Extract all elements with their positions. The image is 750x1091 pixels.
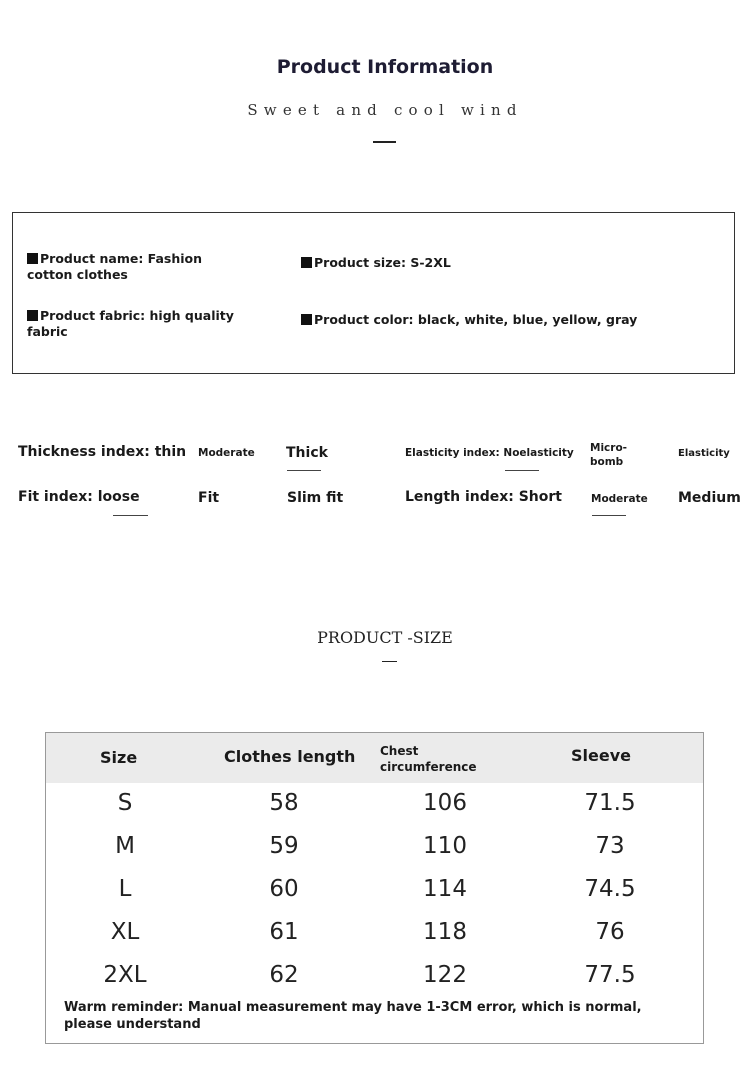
length-moderate: Moderate xyxy=(591,493,648,505)
product-size: Product size: S-2XL xyxy=(301,255,601,271)
header-sleeve: Sleeve xyxy=(571,746,631,765)
cell-sleeve: 71.5 xyxy=(584,790,636,816)
cell-length: 59 xyxy=(269,833,299,859)
product-fabric: Product fabric: high quality fabric xyxy=(27,308,234,339)
cell-sleeve: 76 xyxy=(595,919,625,945)
cell-length: 62 xyxy=(269,962,299,988)
cell-sleeve: 73 xyxy=(595,833,625,859)
product-info-box xyxy=(12,212,735,374)
page-title: Product Information xyxy=(276,56,494,78)
header-clothes-length: Clothes length xyxy=(224,747,356,766)
size-section-title: PRODUCT -SIZE xyxy=(317,628,453,647)
fit-fit: Fit xyxy=(198,490,220,506)
cell-size: S xyxy=(117,790,133,816)
bullet-square-icon xyxy=(301,257,312,268)
cell-length: 60 xyxy=(269,876,299,902)
cell-chest: 114 xyxy=(423,876,467,902)
cell-length: 61 xyxy=(269,919,299,945)
fit-underline xyxy=(113,515,148,516)
bullet-square-icon xyxy=(27,253,38,264)
cell-sleeve: 77.5 xyxy=(584,962,636,988)
cell-chest: 122 xyxy=(423,962,467,988)
cell-size: L xyxy=(118,876,132,902)
fit-index-label: Fit index: loose xyxy=(18,489,140,505)
cell-sleeve: 74.5 xyxy=(584,876,636,902)
elasticity-underline xyxy=(505,470,539,471)
bullet-square-icon xyxy=(27,310,38,321)
cell-size: XL xyxy=(110,919,140,945)
cell-chest: 106 xyxy=(423,790,467,816)
cell-chest: 110 xyxy=(423,833,467,859)
bullet-square-icon xyxy=(301,314,312,325)
thickness-thick: Thick xyxy=(286,445,328,461)
title-divider xyxy=(373,141,396,143)
product-name: Product name: Fashion cotton clothes xyxy=(27,251,203,282)
warm-reminder-note: Warm reminder: Manual measurement may have 1-3CM error, which is normal, please understand xyxy=(64,1000,642,1032)
length-underline xyxy=(592,515,626,516)
product-color: Product color: black, white, blue, yellow, gray xyxy=(301,312,721,328)
elasticity-micro-bomb: Micro-bomb xyxy=(590,442,628,468)
cell-length: 58 xyxy=(269,790,299,816)
header-chest-circumference: Chest circumference xyxy=(380,744,477,774)
elasticity-index-label: Elasticity index: Noelasticity xyxy=(405,447,574,459)
size-section-divider xyxy=(382,661,397,662)
length-index-label: Length index: Short xyxy=(405,489,562,505)
thickness-underline xyxy=(287,470,321,471)
header-size: Size xyxy=(100,748,138,767)
cell-size: 2XL xyxy=(103,962,147,988)
thickness-moderate: Moderate xyxy=(198,447,255,459)
page-subtitle: Sweet and cool wind xyxy=(247,101,523,119)
size-table xyxy=(45,732,704,1044)
elasticity-elastic: Elasticity xyxy=(678,448,730,459)
thickness-index-label: Thickness index: thin xyxy=(18,444,187,460)
length-medium: Medium xyxy=(678,490,741,506)
cell-size: M xyxy=(115,833,135,859)
fit-slim: Slim fit xyxy=(287,490,344,506)
cell-chest: 118 xyxy=(423,919,467,945)
